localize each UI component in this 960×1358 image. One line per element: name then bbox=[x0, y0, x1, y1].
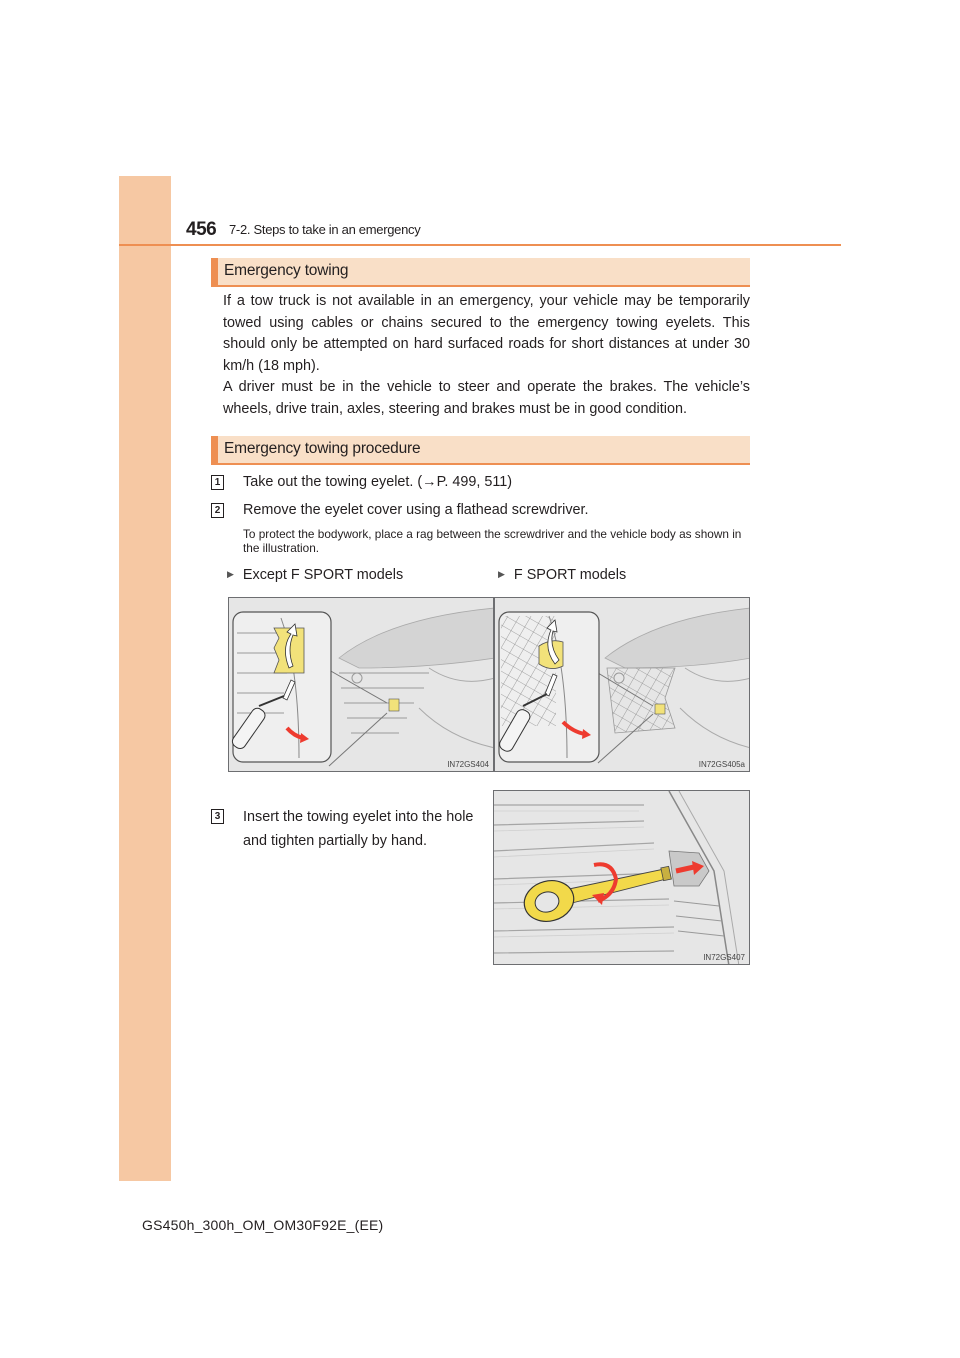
eyelet-cover-location bbox=[389, 699, 399, 711]
illustration-fsport bbox=[494, 597, 750, 772]
section-heading-label: Emergency towing bbox=[224, 262, 349, 279]
page-number: 456 bbox=[186, 219, 217, 240]
step-text-line: and tighten partially by hand. bbox=[243, 833, 428, 849]
step-text-line: Insert the towing eyelet into the hole bbox=[243, 809, 474, 825]
section-heading-bar bbox=[211, 436, 218, 463]
section-heading-towing-procedure bbox=[211, 436, 750, 465]
intro-paragraph: If a tow truck is not available in an emergency, your vehicle may be temporarily towed using cables or chains secured to the emergency towing eyelets. This should only be attempted on hard surfaced roads for short distances at under 30 km/h (18 mph). bbox=[223, 293, 750, 374]
figure-code: IN72GS407 bbox=[703, 953, 745, 962]
section-heading-label: Emergency towing procedure bbox=[224, 440, 421, 457]
step-number-badge: 3 bbox=[211, 809, 224, 824]
car-front-illustration bbox=[229, 598, 494, 772]
triangle-bullet-icon: ▶ bbox=[498, 569, 505, 579]
variant-label-text: F SPORT models bbox=[513, 567, 627, 583]
step-text: Remove the eyelet cover using a flathead screwdriver. bbox=[243, 502, 589, 518]
variant-label-except-fsport bbox=[227, 567, 403, 583]
step-number-badge: 1 bbox=[211, 475, 224, 490]
chapter-sidebar-tab bbox=[119, 176, 171, 1181]
section-heading-emergency-towing bbox=[211, 258, 750, 287]
illustration-insert-eyelet bbox=[493, 790, 750, 965]
variant-label-text: Except F SPORT models bbox=[242, 567, 404, 583]
towing-eyelet-illustration bbox=[494, 791, 750, 965]
figure-code: IN72GS404 bbox=[447, 760, 489, 769]
header-rule bbox=[119, 244, 841, 246]
step-number-badge: 2 bbox=[211, 503, 224, 518]
eyelet-cover-location bbox=[655, 704, 665, 714]
variant-label-fsport bbox=[498, 567, 626, 583]
triangle-bullet-icon: ▶ bbox=[227, 569, 234, 579]
illustration-except-fsport bbox=[228, 597, 494, 772]
chapter-title: 7-2. Steps to take in an emergency bbox=[229, 222, 421, 237]
driver-requirement-paragraph: A driver must be in the vehicle to steer and operate the brakes. The vehicle’s wheels, drive train, axles, steering and brakes must be in good condition. bbox=[223, 379, 750, 417]
section-heading-bar bbox=[211, 258, 218, 285]
document-code-footer: GS450h_300h_OM_OM30F92E_(EE) bbox=[142, 1217, 384, 1233]
car-front-illustration bbox=[495, 598, 750, 772]
figure-code: IN72GS405a bbox=[698, 760, 745, 769]
step-2-note: To protect the bodywork, place a rag between the screwdriver and the vehicle body as shown in the illustration. bbox=[243, 527, 742, 555]
step-text bbox=[243, 805, 473, 853]
step-text: Take out the towing eyelet. (→P. 499, 511) bbox=[243, 474, 513, 490]
